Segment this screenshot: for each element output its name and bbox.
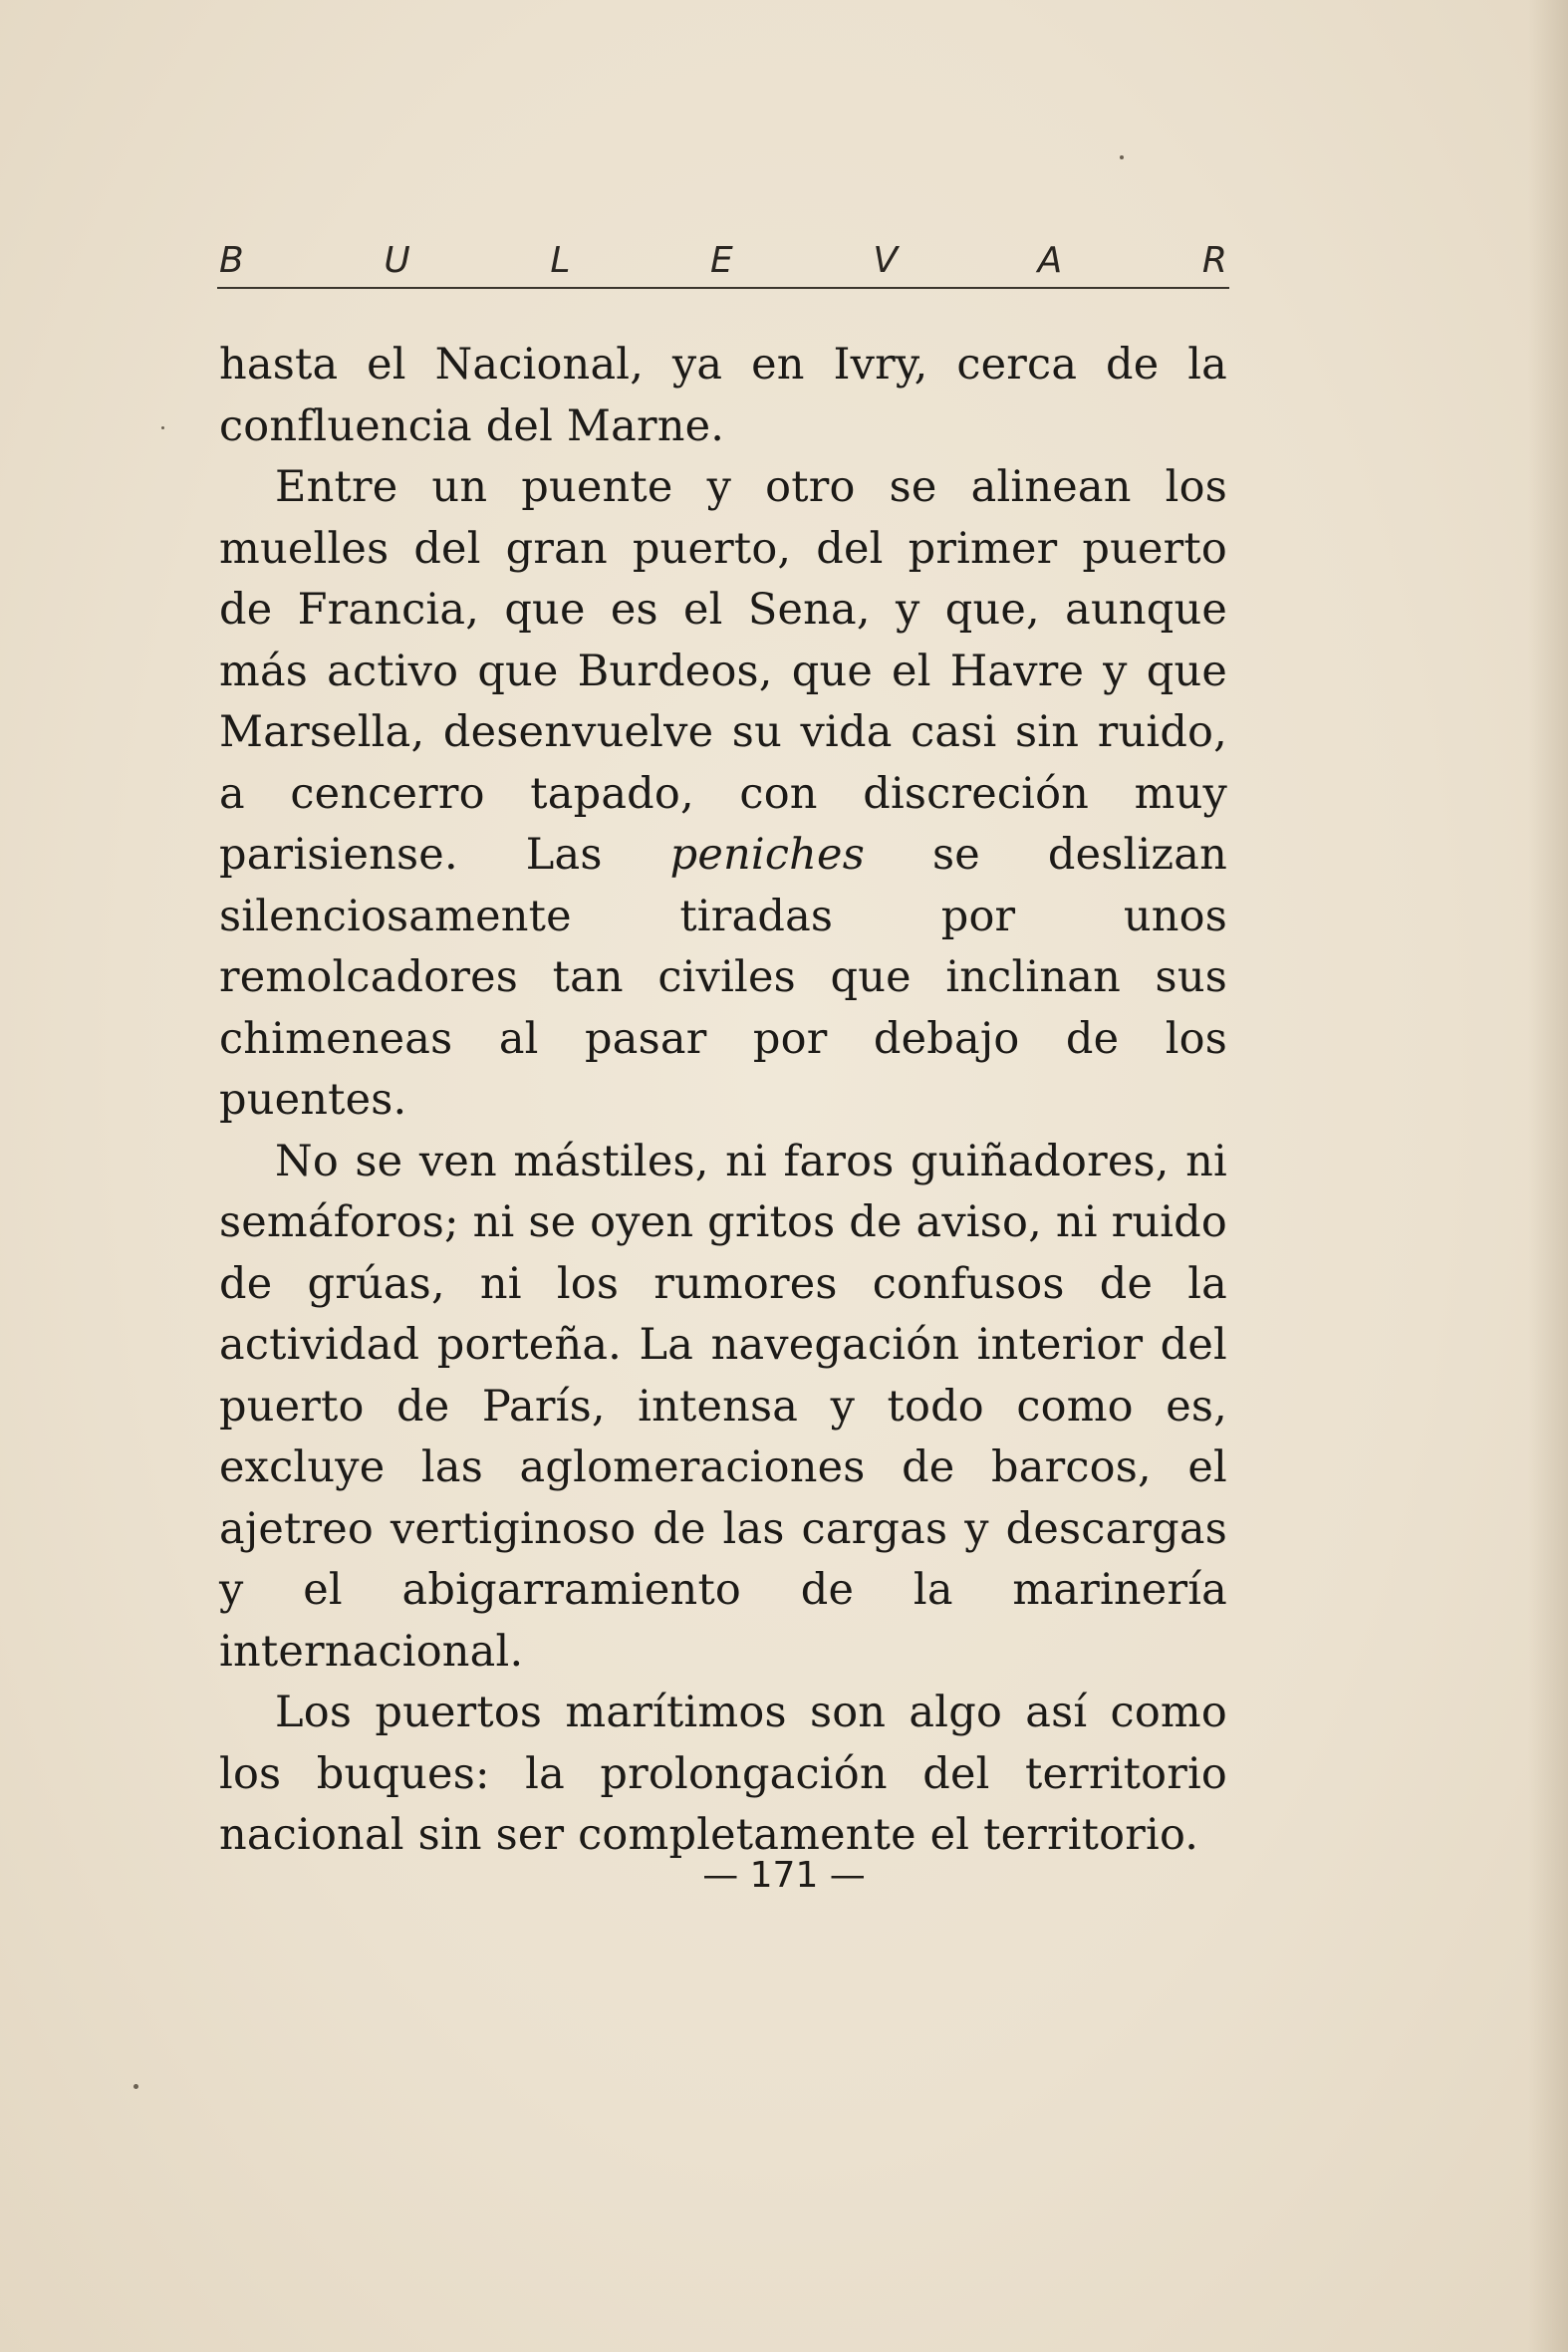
text-run: se deslizan silenciosamente tiradas por unos remolcadores tan civiles que inclinan sus chimeneas al pasar por debajo de los puentes. xyxy=(219,830,1227,1125)
text-run: No se ven mástiles, ni faros guiñadores, ni semáforos; ni se oyen gritos de aviso, ni ruido de grúas, ni los rumores confusos de la actividad porteña. La navegación interior del puerto de París, intensa y todo como es, excluye las aglomeraciones de barcos, el ajetreo vertiginoso de las cargas y descargas y el abigarramiento de la marinería internacional. xyxy=(219,1136,1227,1677)
header-rule xyxy=(217,287,1229,289)
paper-speck xyxy=(133,2084,138,2089)
text-run: hasta el Nacional, ya en Ivry, cerca de la confluencia del Marne. xyxy=(219,340,1227,451)
page-number: — 171 — xyxy=(702,1855,866,1896)
paragraph xyxy=(219,457,1227,1132)
paragraph xyxy=(219,335,1227,457)
page-edge-shadow xyxy=(1528,0,1568,2352)
paper-speck xyxy=(161,426,164,429)
body-text xyxy=(219,335,1227,1867)
running-head-letter: B xyxy=(219,240,244,281)
running-head-letter: L xyxy=(550,240,571,281)
text-run: Los puertos marítimos son algo así como los buques: la prolongación del territorio nacional sin ser completamente el territorio. xyxy=(219,1688,1227,1860)
text-run: Entre un puente y otro se alinean los muelles del gran puerto, del primer puerto de Francia, que es el Sena, y que, aunque más activo que Burdeos, que el Havre y que Marsella, desenvuelve su vida casi sin ruido, a cencerro tapado, con discreción muy parisiense. Las xyxy=(219,462,1227,880)
running-head-letter: A xyxy=(1037,240,1063,281)
running-head xyxy=(219,221,1227,281)
running-head-letter: U xyxy=(384,240,410,281)
paragraph xyxy=(219,1132,1227,1684)
running-head-letter: R xyxy=(1201,240,1227,281)
paper-speck xyxy=(1120,155,1124,159)
paragraph xyxy=(219,1683,1227,1867)
running-head-letter: E xyxy=(710,240,733,281)
running-head-letter: V xyxy=(873,240,899,281)
italic-term: peniches xyxy=(669,830,865,880)
